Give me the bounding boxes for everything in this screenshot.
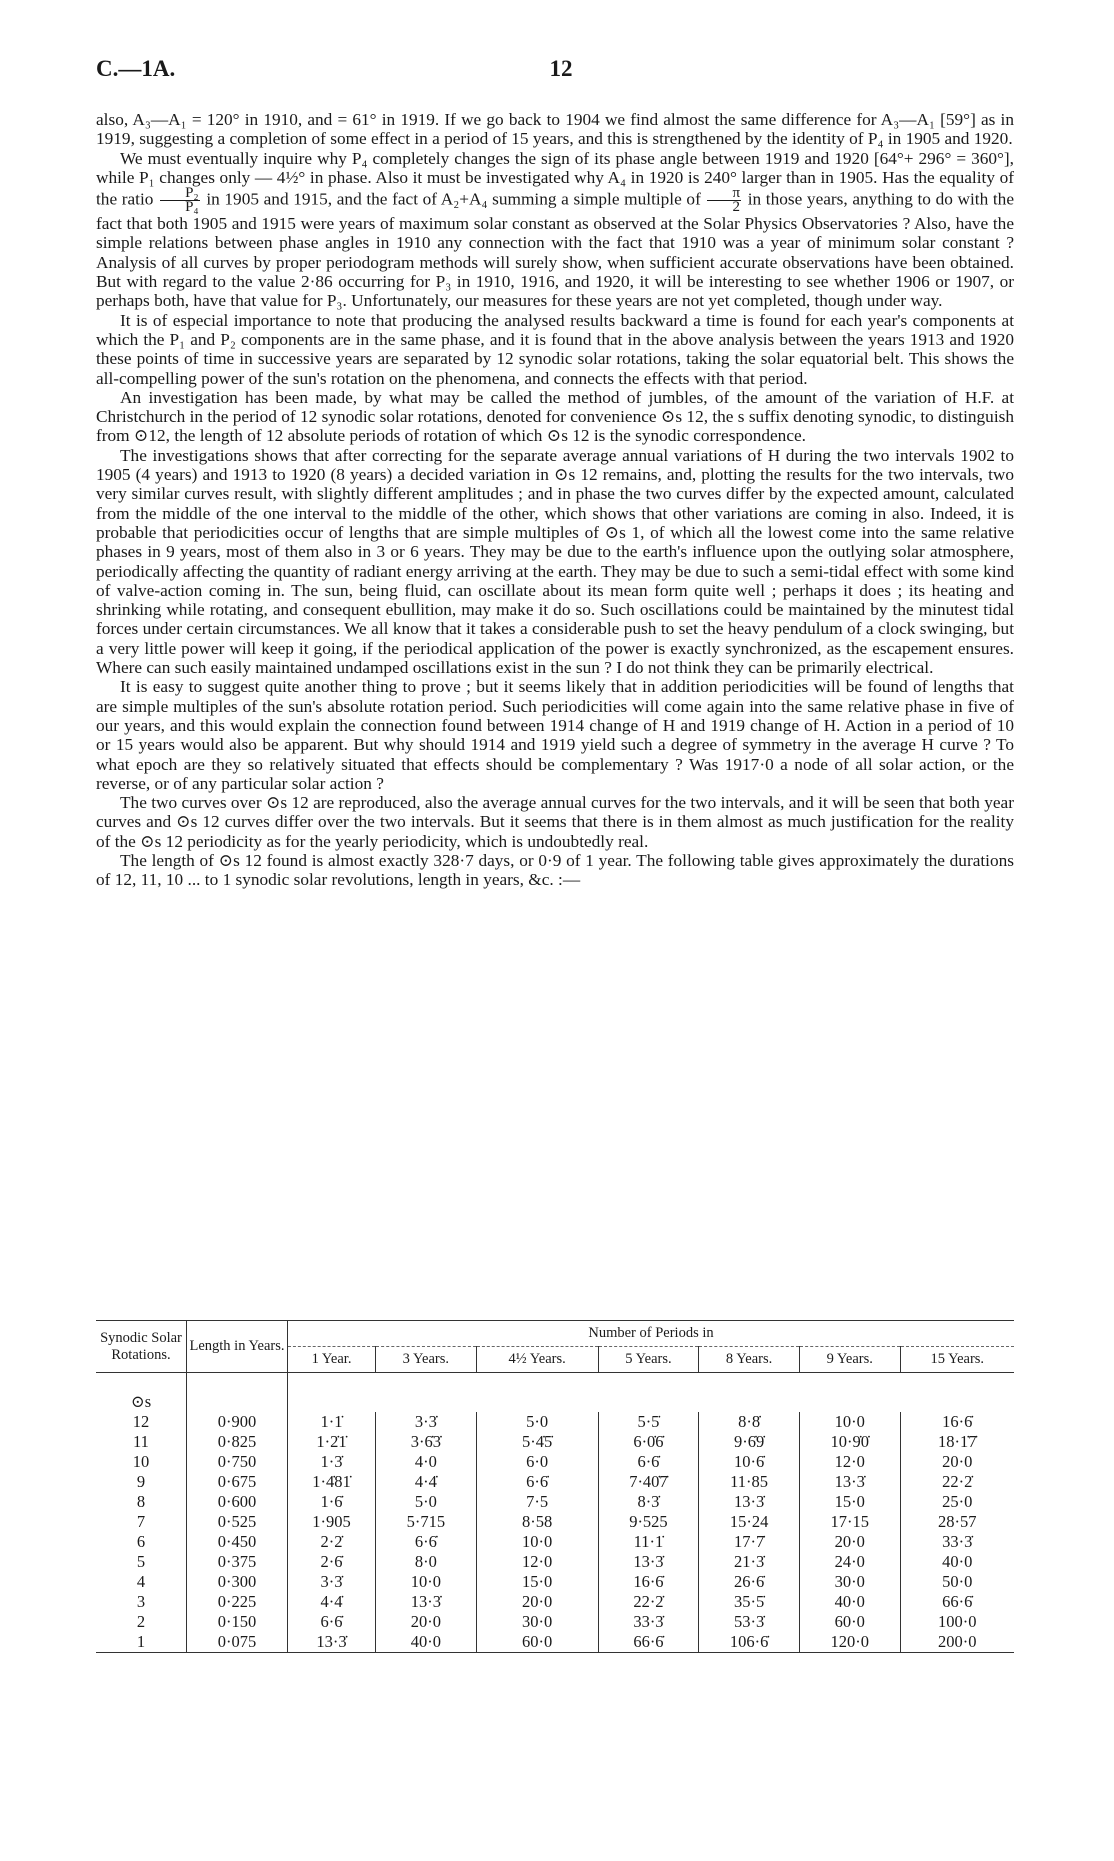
paragraph-text: in 1905 and 1915, and the fact of A₂+A₄ summing a simple multiple of	[206, 189, 701, 209]
periods-cell: 6·6̇	[288, 1612, 376, 1632]
table-row	[96, 1612, 1014, 1632]
periods-cell: 9·6̇9̇	[699, 1432, 800, 1452]
table-row	[96, 1412, 1014, 1432]
periods-cell: 9·525	[598, 1512, 699, 1532]
table-row	[96, 1512, 1014, 1532]
col-header-period: 3 Years.	[376, 1347, 477, 1373]
periods-cell: 66·6̇	[942, 1592, 973, 1611]
periods-cell: 11·1̇	[598, 1532, 699, 1552]
col-header-period: 5 Years.	[598, 1347, 699, 1373]
periods-cell: 15·0	[799, 1492, 900, 1512]
periods-cell: 60·0	[476, 1632, 598, 1653]
periods-cell: 20·0	[799, 1532, 900, 1552]
col-header-period: 8 Years.	[699, 1347, 800, 1373]
periods-cell: 3·6̇3̇	[376, 1432, 477, 1452]
length-cell: 0·300	[187, 1572, 288, 1592]
table-row	[96, 1452, 1014, 1472]
body-text	[96, 110, 1014, 890]
periods-cell: 66·6̇	[598, 1632, 699, 1653]
periods-cell: 30·0	[799, 1572, 900, 1592]
periods-cell: 3·3̇	[376, 1412, 477, 1432]
rotations-cell: 6	[96, 1532, 187, 1552]
rotations-cell: 12	[96, 1412, 187, 1432]
periods-cell: 24·0	[799, 1552, 900, 1572]
periods-cell: 1·1̇	[288, 1412, 376, 1432]
periods-cell: 12·0	[476, 1552, 598, 1572]
table-row	[96, 1592, 1014, 1612]
periods-cell: 28·57	[938, 1512, 977, 1531]
page-number: 12	[549, 56, 573, 81]
fraction-denominator: P₄	[185, 199, 199, 216]
periods-cell: 17·15	[799, 1512, 900, 1532]
paragraph: An investigation has been made, by what may be called the method of jumbles, of the amount of the variation of H.F. at Christchurch in the period of 12 synodic solar rotations, denoted for convenience ⊙s 12, the s suffix denoting synodic, to distinguish from ⊙12, the length of 12 absolute periods of rotation of which ⊙s 12 is the synodic correspondence.	[96, 387, 1014, 446]
periods-cell: 16·6̇	[598, 1572, 699, 1592]
rotations-cell: 7	[96, 1512, 187, 1532]
spacer-row	[96, 1373, 1014, 1393]
periods-cell: 33·3̇	[942, 1532, 973, 1551]
paragraph: The two curves over ⊙s 12 are reproduced, also the average annual curves for the two intervals, and it will be seen that both year curves and ⊙s 12 curves differ over the two intervals. But it seems that there is in them almost as much justification for the reality of the ⊙s 12 periodicity as for the yearly periodicity, which is undoubtedly real.	[96, 793, 1014, 851]
page-header	[96, 56, 1026, 86]
table-row	[96, 1552, 1014, 1572]
table-row	[96, 1472, 1014, 1492]
periods-cell: 2·2̇	[288, 1532, 376, 1552]
periods-cell: 7·5	[476, 1492, 598, 1512]
paragraph: It is of especial importance to note that producing the analysed results backward a time is found for each year's components at which the P₁ and P₂ components are in the same phase, and it is found that in the above analysis between the years 1913 and 1920 these points of time in successive years are separated by 12 synodic solar rotations, taking the solar equatorial belt. This shows the all-compelling power of the sun's rotation on the phenomena, and connects the effects with that period.	[96, 310, 1014, 388]
rotations-cell: 8	[96, 1492, 187, 1512]
fraction-numerator: π	[707, 187, 741, 201]
length-cell: 0·075	[187, 1632, 288, 1653]
col-header-period: 1 Year.	[288, 1347, 376, 1373]
paragraph: It is easy to suggest quite another thing to prove ; but it seems likely that in addition periodicities will be found of lengths that are simple multiples of the sun's absolute rotation period. Such periodicities will come again into the same relative phase in five of our years, and this would explain the connection found between 1914 change of H and 1919 change of H. Action in a period of 10 or 15 years would also be apparent. But why should 1914 and 1919 yield such a degree of symmetry in the average H curve ? To what epoch are they so relatively situated that effects should be complementary ? Was 1917·0 a node of all solar action, or the reverse, or of any particular solar action ?	[96, 677, 1014, 793]
col-header-length: Length in Years.	[187, 1321, 288, 1373]
periods-table	[96, 1320, 1014, 1653]
periods-cell: 6·6̇	[376, 1532, 477, 1552]
periods-cell: 30·0	[476, 1612, 598, 1632]
periods-cell: 1·2̇1̇	[288, 1432, 376, 1452]
length-cell: 0·375	[187, 1552, 288, 1572]
rotations-cell: 11	[96, 1432, 187, 1452]
periods-cell: 4·0	[376, 1452, 477, 1472]
periods-cell: 10·0	[376, 1572, 477, 1592]
periods-cell: 8·8̇	[699, 1412, 800, 1432]
rotations-cell: 9	[96, 1472, 187, 1492]
periods-cell: 5·0	[476, 1412, 598, 1432]
periods-cell: 25·0	[942, 1492, 973, 1511]
periods-cell: 8·58	[476, 1512, 598, 1532]
paragraph-text: in those years, anything to do with the fact that both 1905 and 1915 were years of maximum solar constant as observed at the Solar Physics Observatories ? Also, have the simple relations between phase angles in 1910 any connection with the fact that 1910 was a year of minimum solar constant ? Analysis of all curves by proper periodogram methods will surely show, when sufficient accurate observations have been obtained. But with regard to the value 2·86 occurring for P₃ in 1910, 1916, and 1920, it will be interesting to see whether 1906 or 1907, or perhaps both, have that value for P₃. Unfortunately, our measures for these years are not yet completed, though under way.	[96, 189, 1014, 311]
col-header-period: 15 Years.	[930, 1351, 985, 1367]
paragraph-text: We must eventually inquire why P₄ completely changes the sign of its phase angle between 1919 and 1920 [64°+ 296° = 360°], while P₁ changes only — 4½° in phase. Also it must be investigated why A₄ in 1920 is 240° larger than in 1905. Has the equality of the ratio	[96, 148, 1014, 209]
periods-cell: 1·905	[288, 1512, 376, 1532]
length-cell: 0·900	[187, 1412, 288, 1432]
periods-cell: 1·3̇	[288, 1452, 376, 1472]
periods-cell: 2·6̇	[288, 1552, 376, 1572]
periods-cell: 20·0	[942, 1452, 973, 1471]
table-row	[96, 1632, 1014, 1653]
periods-cell: 60·0	[799, 1612, 900, 1632]
periods-cell: 106·6̇	[699, 1632, 800, 1653]
periods-cell: 35·5̇	[699, 1592, 800, 1612]
periods-cell: 40·0	[942, 1552, 973, 1571]
periods-cell: 26·6̇	[699, 1572, 800, 1592]
periods-cell: 8·3̇	[598, 1492, 699, 1512]
paragraph: The length of ⊙s 12 found is almost exactly 328·7 days, or 0·9 of 1 year. The following table gives approximately the durations of 12, 11, 10 ... to 1 synodic solar revolutions, length in years, &c. :—	[96, 850, 1014, 890]
table-row	[96, 1572, 1014, 1592]
col-header-period: 4½ Years.	[476, 1347, 598, 1373]
periods-cell: 6·6̇	[476, 1472, 598, 1492]
periods-cell: 200·0	[938, 1632, 977, 1651]
length-cell: 0·450	[187, 1532, 288, 1552]
periods-cell: 13·3̇	[598, 1552, 699, 1572]
periods-cell: 12·0	[799, 1452, 900, 1472]
periods-cell: 7·40̇7̇	[598, 1472, 699, 1492]
periods-cell: 13·3̇	[376, 1592, 477, 1612]
paragraph: The investigations shows that after correcting for the separate average annual variations of H during the two intervals 1902 to 1905 (4 years) and 1913 to 1920 (8 years) a decided variation in ⊙s 12 remains, and, plotting the results for the two intervals, two very similar curves result, with slightly different amplitudes ; and in phase the two curves differ by the expected amount, calculated from the middle of the one interval to the middle of the other, which shows that other variations are coming in also. Indeed, it is probable that periodicities occur of lengths that are simple multiples of ⊙s 1, of which all the lowest come into the same relative phases in 9 years, most of them also in 3 or 6 years. They may be due to the earth's influence upon the outlying solar atmosphere, periodically affecting the quantity of radiant energy arriving at the earth. They may be due to such a semi-tidal effect with some kind of valve-action coming in. The sun, being fluid, can oscillate about its mean form quite well ; perhaps it does ; its heating and shrinking while rotating, and consequent ebullition, may make it do so. Such oscillations could be maintained by the minutest tidal forces under certain circumstances. We all know that it takes a considerable push to set the heavy pendulum of a clock swinging, but a very little power will keep it going, if the periodical application of the power is exactly synchronized, as the escapement ensures. Where can such easily maintained undamped oscillations exist in the sun ? I do not think they can be primarily electrical.	[96, 445, 1014, 678]
periods-cell: 20·0	[376, 1612, 477, 1632]
rotations-cell: 10	[96, 1452, 187, 1472]
periods-cell: 13·3̇	[288, 1632, 376, 1653]
periods-cell: 11·85	[699, 1472, 800, 1492]
rotations-cell: 1	[96, 1632, 187, 1653]
periods-cell: 53·3̇	[699, 1612, 800, 1632]
periods-cell: 5·5̇	[598, 1412, 699, 1432]
rotations-cell: 3	[96, 1592, 187, 1612]
periods-cell: 16·6̇	[942, 1412, 973, 1431]
table-row	[96, 1492, 1014, 1512]
periods-cell: 100·0	[938, 1612, 977, 1631]
rotations-cell: 2	[96, 1612, 187, 1632]
periods-cell: 4·4̇	[376, 1472, 477, 1492]
length-cell: 0·150	[187, 1612, 288, 1632]
periods-cell: 5·715	[376, 1512, 477, 1532]
length-cell: 0·600	[187, 1492, 288, 1512]
col-header-synodic: Synodic Solar Rotations.	[96, 1321, 187, 1373]
periods-cell: 22·2̇	[598, 1592, 699, 1612]
table-row	[96, 1532, 1014, 1552]
periods-cell: 10·9̇0̇	[799, 1432, 900, 1452]
rotations-cell: 5	[96, 1552, 187, 1572]
periods-cell: 5·0	[376, 1492, 477, 1512]
length-cell: 0·750	[187, 1452, 288, 1472]
periods-cell: 10·6̇	[699, 1452, 800, 1472]
periods-cell: 40·0	[376, 1632, 477, 1653]
periods-cell: 6·0	[476, 1452, 598, 1472]
periods-cell: 20·0	[476, 1592, 598, 1612]
length-cell: 0·675	[187, 1472, 288, 1492]
periods-cell: 40·0	[799, 1592, 900, 1612]
periods-cell: 8·0	[376, 1552, 477, 1572]
periods-cell: 3·3̇	[288, 1572, 376, 1592]
periods-cell: 1·6̇	[288, 1492, 376, 1512]
periods-cell: 120·0	[799, 1632, 900, 1653]
periods-cell: 10·0	[476, 1532, 598, 1552]
paragraph	[96, 149, 1014, 311]
length-cell: 0·525	[187, 1512, 288, 1532]
table-body	[96, 1373, 1014, 1653]
periods-cell: 5·4̇5̇	[476, 1432, 598, 1452]
periods-cell: 17·7̇	[699, 1532, 800, 1552]
ratio-fraction	[160, 187, 200, 214]
rotations-cell: 4	[96, 1572, 187, 1592]
periods-cell: 50·0	[942, 1572, 973, 1591]
periods-cell: 13·3̇	[699, 1492, 800, 1512]
pi-half-fraction	[707, 187, 741, 214]
periods-cell: 22·2̇	[942, 1472, 973, 1491]
periods-cell: 18·1̇7̇	[938, 1432, 977, 1451]
periods-cell: 33·3̇	[598, 1612, 699, 1632]
periods-cell: 6·0̇6̇	[598, 1432, 699, 1452]
document-code: C.—1A.	[96, 56, 176, 81]
periods-cell: 10·0	[799, 1412, 900, 1432]
periods-cell: 1·4̇81̇	[288, 1472, 376, 1492]
periods-cell: 15·0	[476, 1572, 598, 1592]
periods-cell: 6·6̇	[598, 1452, 699, 1472]
fraction-numerator: P₂	[160, 187, 200, 201]
periods-cell: 13·3̇	[799, 1472, 900, 1492]
group-header: Number of Periods in	[288, 1321, 1015, 1347]
periods-cell: 21·3̇	[699, 1552, 800, 1572]
length-cell: 0·225	[187, 1592, 288, 1612]
col-header-period: 9 Years.	[799, 1347, 900, 1373]
paragraph: also, A₃—A₁ = 120° in 1910, and = 61° in 1919. If we go back to 1904 we find almost the same difference for A₃—A₁ [59°] as in 1919, suggesting a completion of some effect in a period of 15 years, and this is strengthened by the identity of P₄ in 1905 and 1920.	[96, 110, 1014, 149]
fraction-denominator: 2	[732, 199, 741, 216]
length-cell: 0·825	[187, 1432, 288, 1452]
symbol-row	[96, 1392, 1014, 1412]
symbol-label: ⊙s	[96, 1392, 187, 1412]
table-row	[96, 1432, 1014, 1452]
periods-cell: 4·4̇	[288, 1592, 376, 1612]
periods-cell: 15·24	[699, 1512, 800, 1532]
